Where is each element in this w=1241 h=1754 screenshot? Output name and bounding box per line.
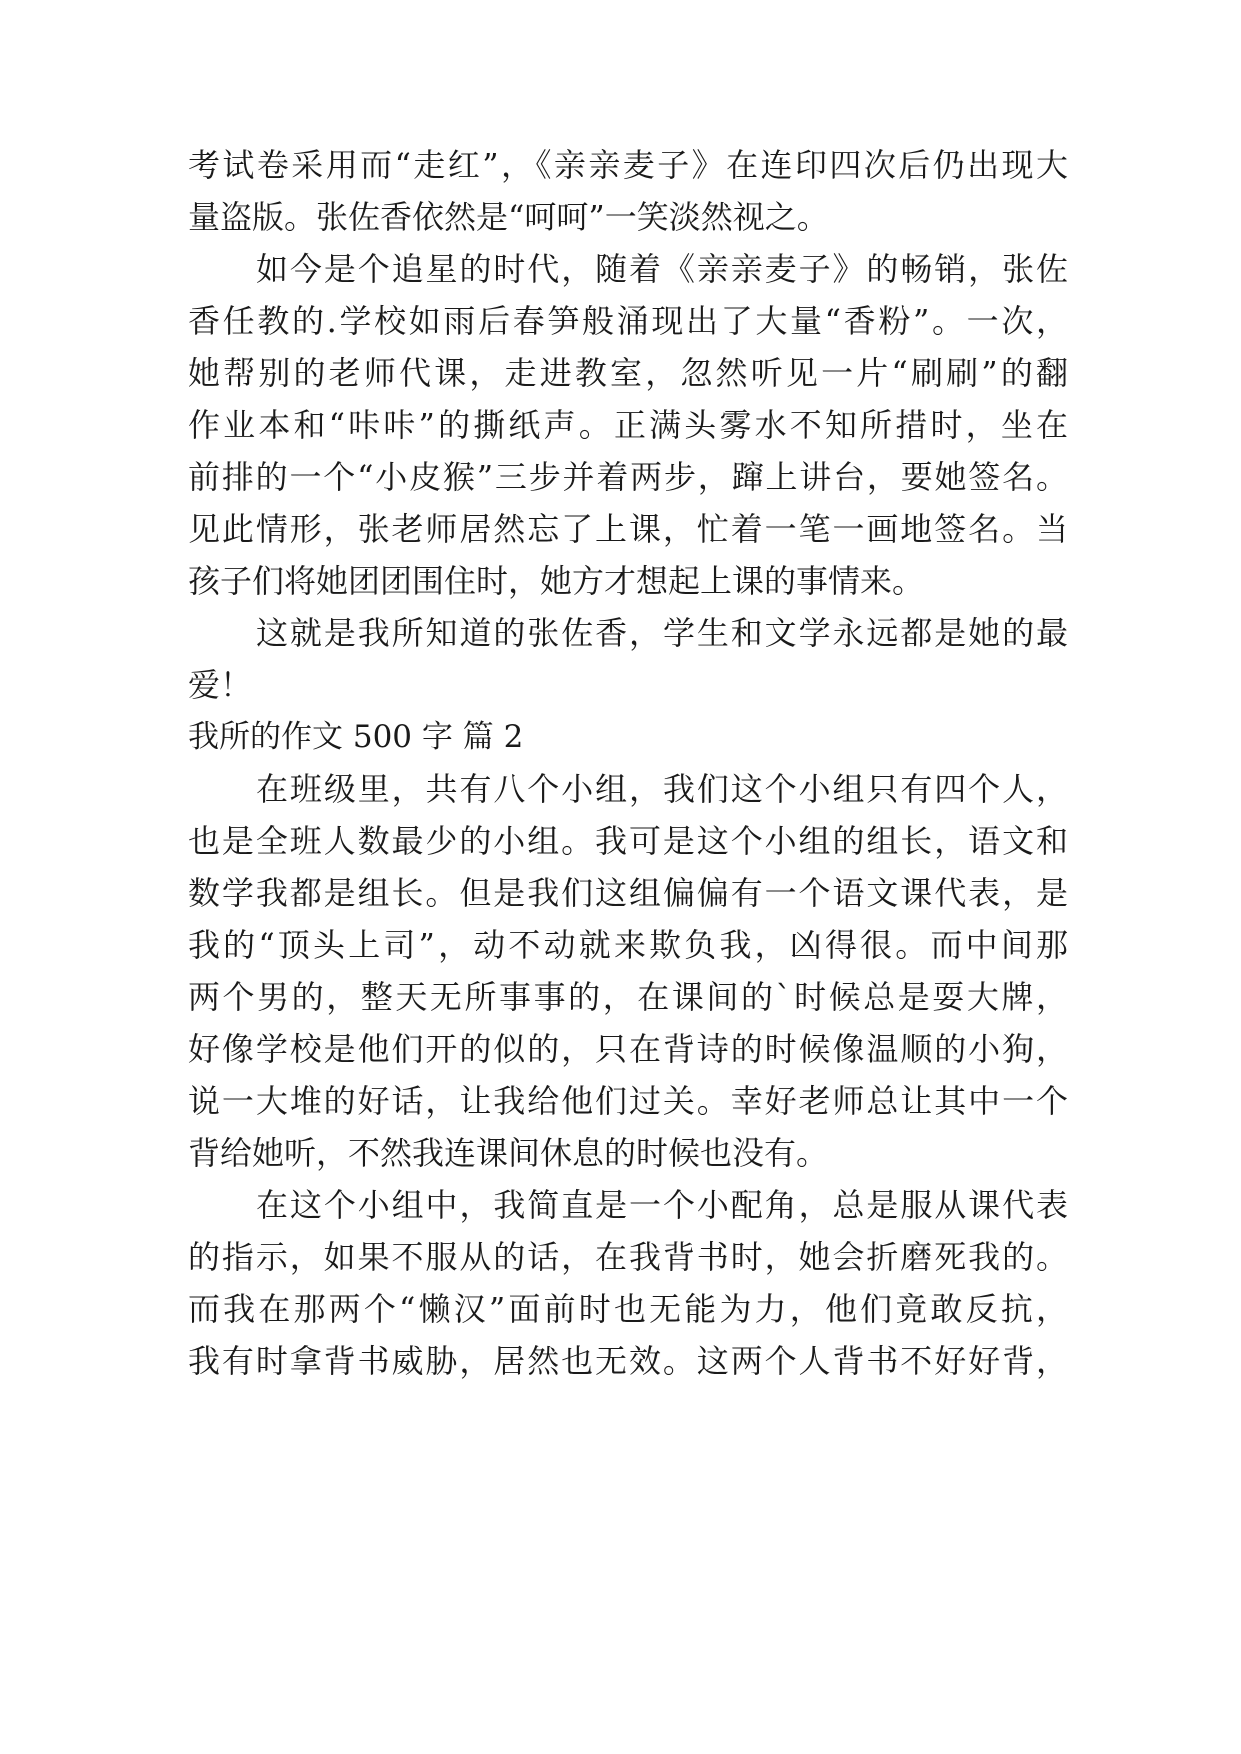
text-line: 考试卷采用而“走红”，《亲亲麦子》在连印四次后仍出现大 (188, 146, 1068, 184)
text-line: 也是全班人数最少的小组。我可是这个小组的组长，语文和 (188, 822, 1068, 860)
text-line: 背给她听，不然我连课间休息的时候也没有。 (188, 1134, 829, 1172)
text-line: 前排的一个“小皮猴”三步并着两步，蹿上讲台，要她签名。 (188, 458, 1068, 496)
text-line: 好像学校是他们开的似的，只在背诗的时候像温顺的小狗， (188, 1030, 1068, 1068)
text-line: 爱！ (188, 666, 253, 704)
text-line: 量盗版。张佐香依然是“呵呵”一笑淡然视之。 (188, 198, 829, 236)
text-line: 我有时拿背书威胁，居然也无效。这两个人背书不好好背， (188, 1342, 1068, 1380)
text-line: 两个男的，整天无所事事的，在课间的`时候总是耍大牌， (188, 978, 1068, 1016)
text-line: 作业本和“咔咔”的撕纸声。正满头雾水不知所措时，坐在 (188, 406, 1068, 444)
paragraph-first-line: 这就是我所知道的张佐香，学生和文学永远都是她的最 (256, 614, 1068, 652)
text-line: 孩子们将她团团围住时，她方才想起上课的事情来。 (188, 562, 925, 600)
text-line: 她帮别的老师代课，走进教室，忽然听见一片“刷刷”的翻 (188, 354, 1068, 392)
text-line: 的指示，如果不服从的话，在我背书时，她会折磨死我的。 (188, 1238, 1068, 1276)
text-line: 说一大堆的好话，让我给他们过关。幸好老师总让其中一个 (188, 1082, 1068, 1120)
paragraph-first-line: 在班级里，共有八个小组，我们这个小组只有四个人， (256, 770, 1068, 808)
section-heading: 我所的作文 500 字 篇 2 (188, 719, 524, 755)
paragraph-first-line: 如今是个追星的时代，随着《亲亲麦子》的畅销，张佐 (256, 250, 1068, 288)
text-line: 数学我都是组长。但是我们这组偏偏有一个语文课代表，是 (188, 874, 1068, 912)
text-line: 见此情形，张老师居然忘了上课，忙着一笔一画地签名。当 (188, 510, 1068, 548)
paragraph-first-line: 在这个小组中，我简直是一个小配角，总是服从课代表 (256, 1186, 1068, 1224)
text-line: 香任教的.学校如雨后春笋般涌现出了大量“香粉”。一次， (188, 302, 1068, 340)
text-line: 我的“顶头上司”，动不动就来欺负我，凶得很。而中间那 (188, 926, 1068, 964)
text-line: 而我在那两个“懒汉”面前时也无能为力，他们竟敢反抗， (188, 1290, 1068, 1328)
